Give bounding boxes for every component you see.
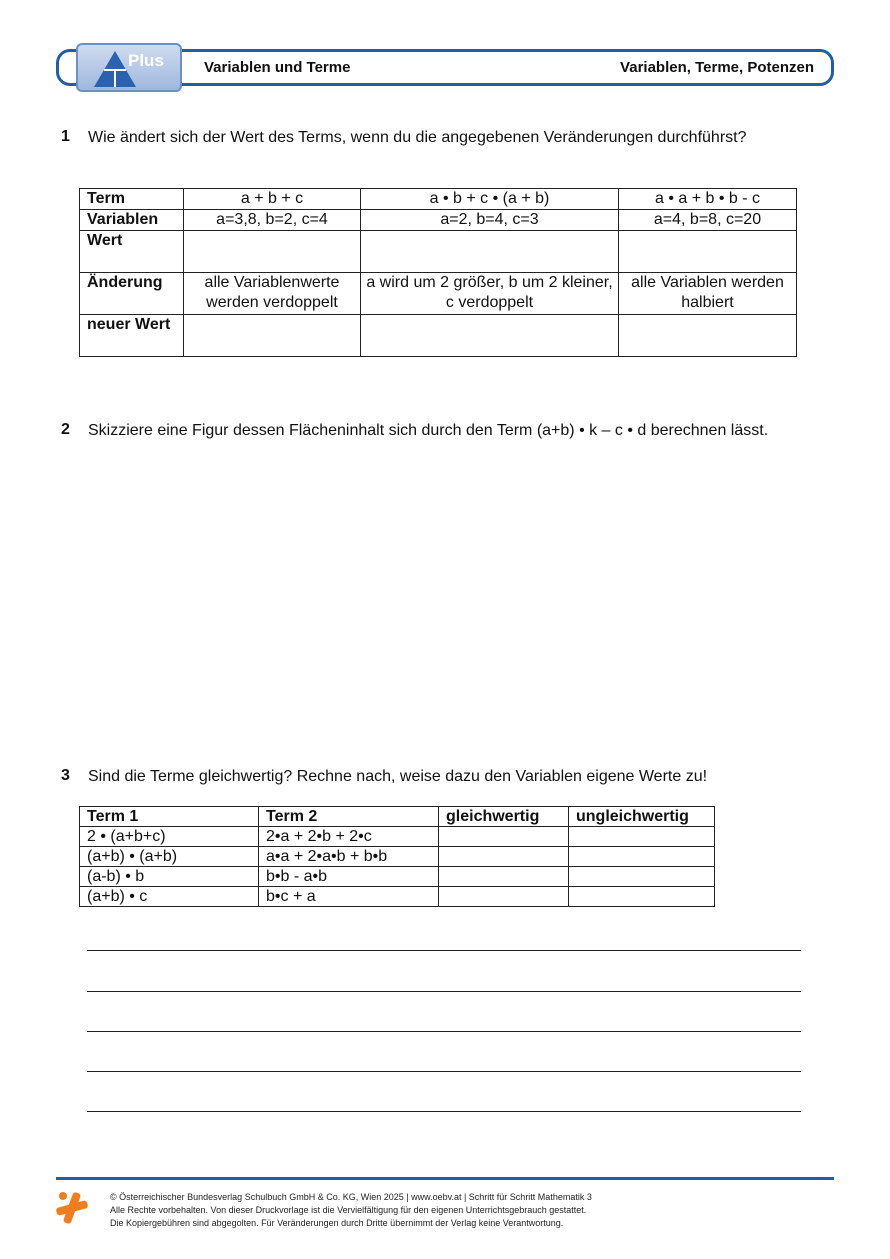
checkbox-cell[interactable] [439, 827, 569, 847]
table-row [80, 867, 715, 887]
answer-cell[interactable] [184, 315, 361, 357]
table-row-term [80, 189, 797, 210]
table-cell: a • b + c • (a + b) [361, 189, 619, 210]
row-header: neuer Wert [80, 315, 184, 357]
task-2-text: Skizziere eine Figur dessen Flächeninhalt sich durch den Term (a+b) • k – c • d berechnen lässt. [88, 422, 769, 439]
footer-line: © Österreichischer Bundesverlag Schulbuch GmbH & Co. KG, Wien 2025 | www.oebv.at | Schritt für Schritt Mathematik 3 [110, 1192, 592, 1202]
row-header: Term [80, 189, 184, 210]
table-cell: alle Variablen werden halbiert [619, 273, 797, 315]
task-1-text: Wie ändert sich der Wert des Terms, wenn du die angegebenen Veränderungen durchführst? [88, 129, 747, 146]
table-cell: a=4, b=8, c=20 [619, 210, 797, 231]
checkbox-cell[interactable] [439, 867, 569, 887]
row-header: Änderung [80, 273, 184, 315]
task-3-number: 3 [61, 767, 70, 784]
footer-copyright [110, 1191, 592, 1230]
checkbox-cell[interactable] [569, 887, 715, 907]
chapter-title: Variablen, Terme, Potenzen [620, 59, 814, 76]
table-row-variablen [80, 210, 797, 231]
checkbox-cell[interactable] [439, 847, 569, 867]
table-row [80, 887, 715, 907]
row-header: Wert [80, 231, 184, 273]
table-row [80, 847, 715, 867]
table-header-row [80, 807, 715, 827]
table-cell: (a-b) • b [80, 867, 259, 887]
table-row-aenderung [80, 273, 797, 315]
worksheet-title: Variablen und Terme [204, 59, 351, 76]
writing-line[interactable] [87, 1071, 801, 1072]
table-cell: 2•a + 2•b + 2•c [259, 827, 439, 847]
table-cell: (a+b) • c [80, 887, 259, 907]
checkbox-cell[interactable] [439, 887, 569, 907]
table-cell: a + b + c [184, 189, 361, 210]
checkbox-cell[interactable] [569, 847, 715, 867]
checkbox-cell[interactable] [569, 867, 715, 887]
table-cell: a•a + 2•a•b + b•b [259, 847, 439, 867]
writing-line[interactable] [87, 991, 801, 992]
writing-line[interactable] [87, 1031, 801, 1032]
table-cell: 2 • (a+b+c) [80, 827, 259, 847]
task-3-text: Sind die Terme gleichwertig? Rechne nach, weise dazu den Variablen eigene Werte zu! [88, 768, 708, 785]
table-cell: a=3,8, b=2, c=4 [184, 210, 361, 231]
checkbox-cell[interactable] [569, 827, 715, 847]
footer-rule [56, 1177, 834, 1180]
table-row [80, 827, 715, 847]
writing-line[interactable] [87, 950, 801, 951]
table-cell: alle Variablenwerte werden verdoppelt [184, 273, 361, 315]
row-header: Variablen [80, 210, 184, 231]
table-cell: b•c + a [259, 887, 439, 907]
logo-plus-label: Plus [128, 51, 164, 70]
table-cell: b•b - a•b [259, 867, 439, 887]
column-header: Term 1 [80, 807, 259, 827]
footer-line: Alle Rechte vorbehalten. Von dieser Druckvorlage ist die Vervielfältigung für den eigenen Unterrichtsgebrauch gestattet. [110, 1205, 587, 1215]
answer-cell[interactable] [361, 231, 619, 273]
table-row-wert [80, 231, 797, 273]
table-cell: (a+b) • (a+b) [80, 847, 259, 867]
column-header: gleichwertig [439, 807, 569, 827]
table-row-neuer-wert [80, 315, 797, 357]
writing-line[interactable] [87, 1111, 801, 1112]
footer-line: Die Kopiergebühren sind abgegolten. Für Veränderungen durch Dritte übernimmt der Verlag keine Verantwortung. [110, 1218, 564, 1228]
answer-cell[interactable] [619, 315, 797, 357]
task-1-table [79, 188, 797, 357]
answer-cell[interactable] [361, 315, 619, 357]
table-cell: a • a + b • b - c [619, 189, 797, 210]
table-cell: a wird um 2 größer, b um 2 kleiner, c verdoppelt [361, 273, 619, 315]
column-header: Term 2 [259, 807, 439, 827]
column-header: ungleichwertig [569, 807, 715, 827]
table-cell: a=2, b=4, c=3 [361, 210, 619, 231]
answer-cell[interactable] [619, 231, 797, 273]
task-1-number: 1 [61, 128, 70, 145]
answer-cell[interactable] [184, 231, 361, 273]
publisher-logo-icon [54, 1190, 90, 1226]
task-3-table [79, 806, 715, 907]
task-2-number: 2 [61, 421, 70, 438]
